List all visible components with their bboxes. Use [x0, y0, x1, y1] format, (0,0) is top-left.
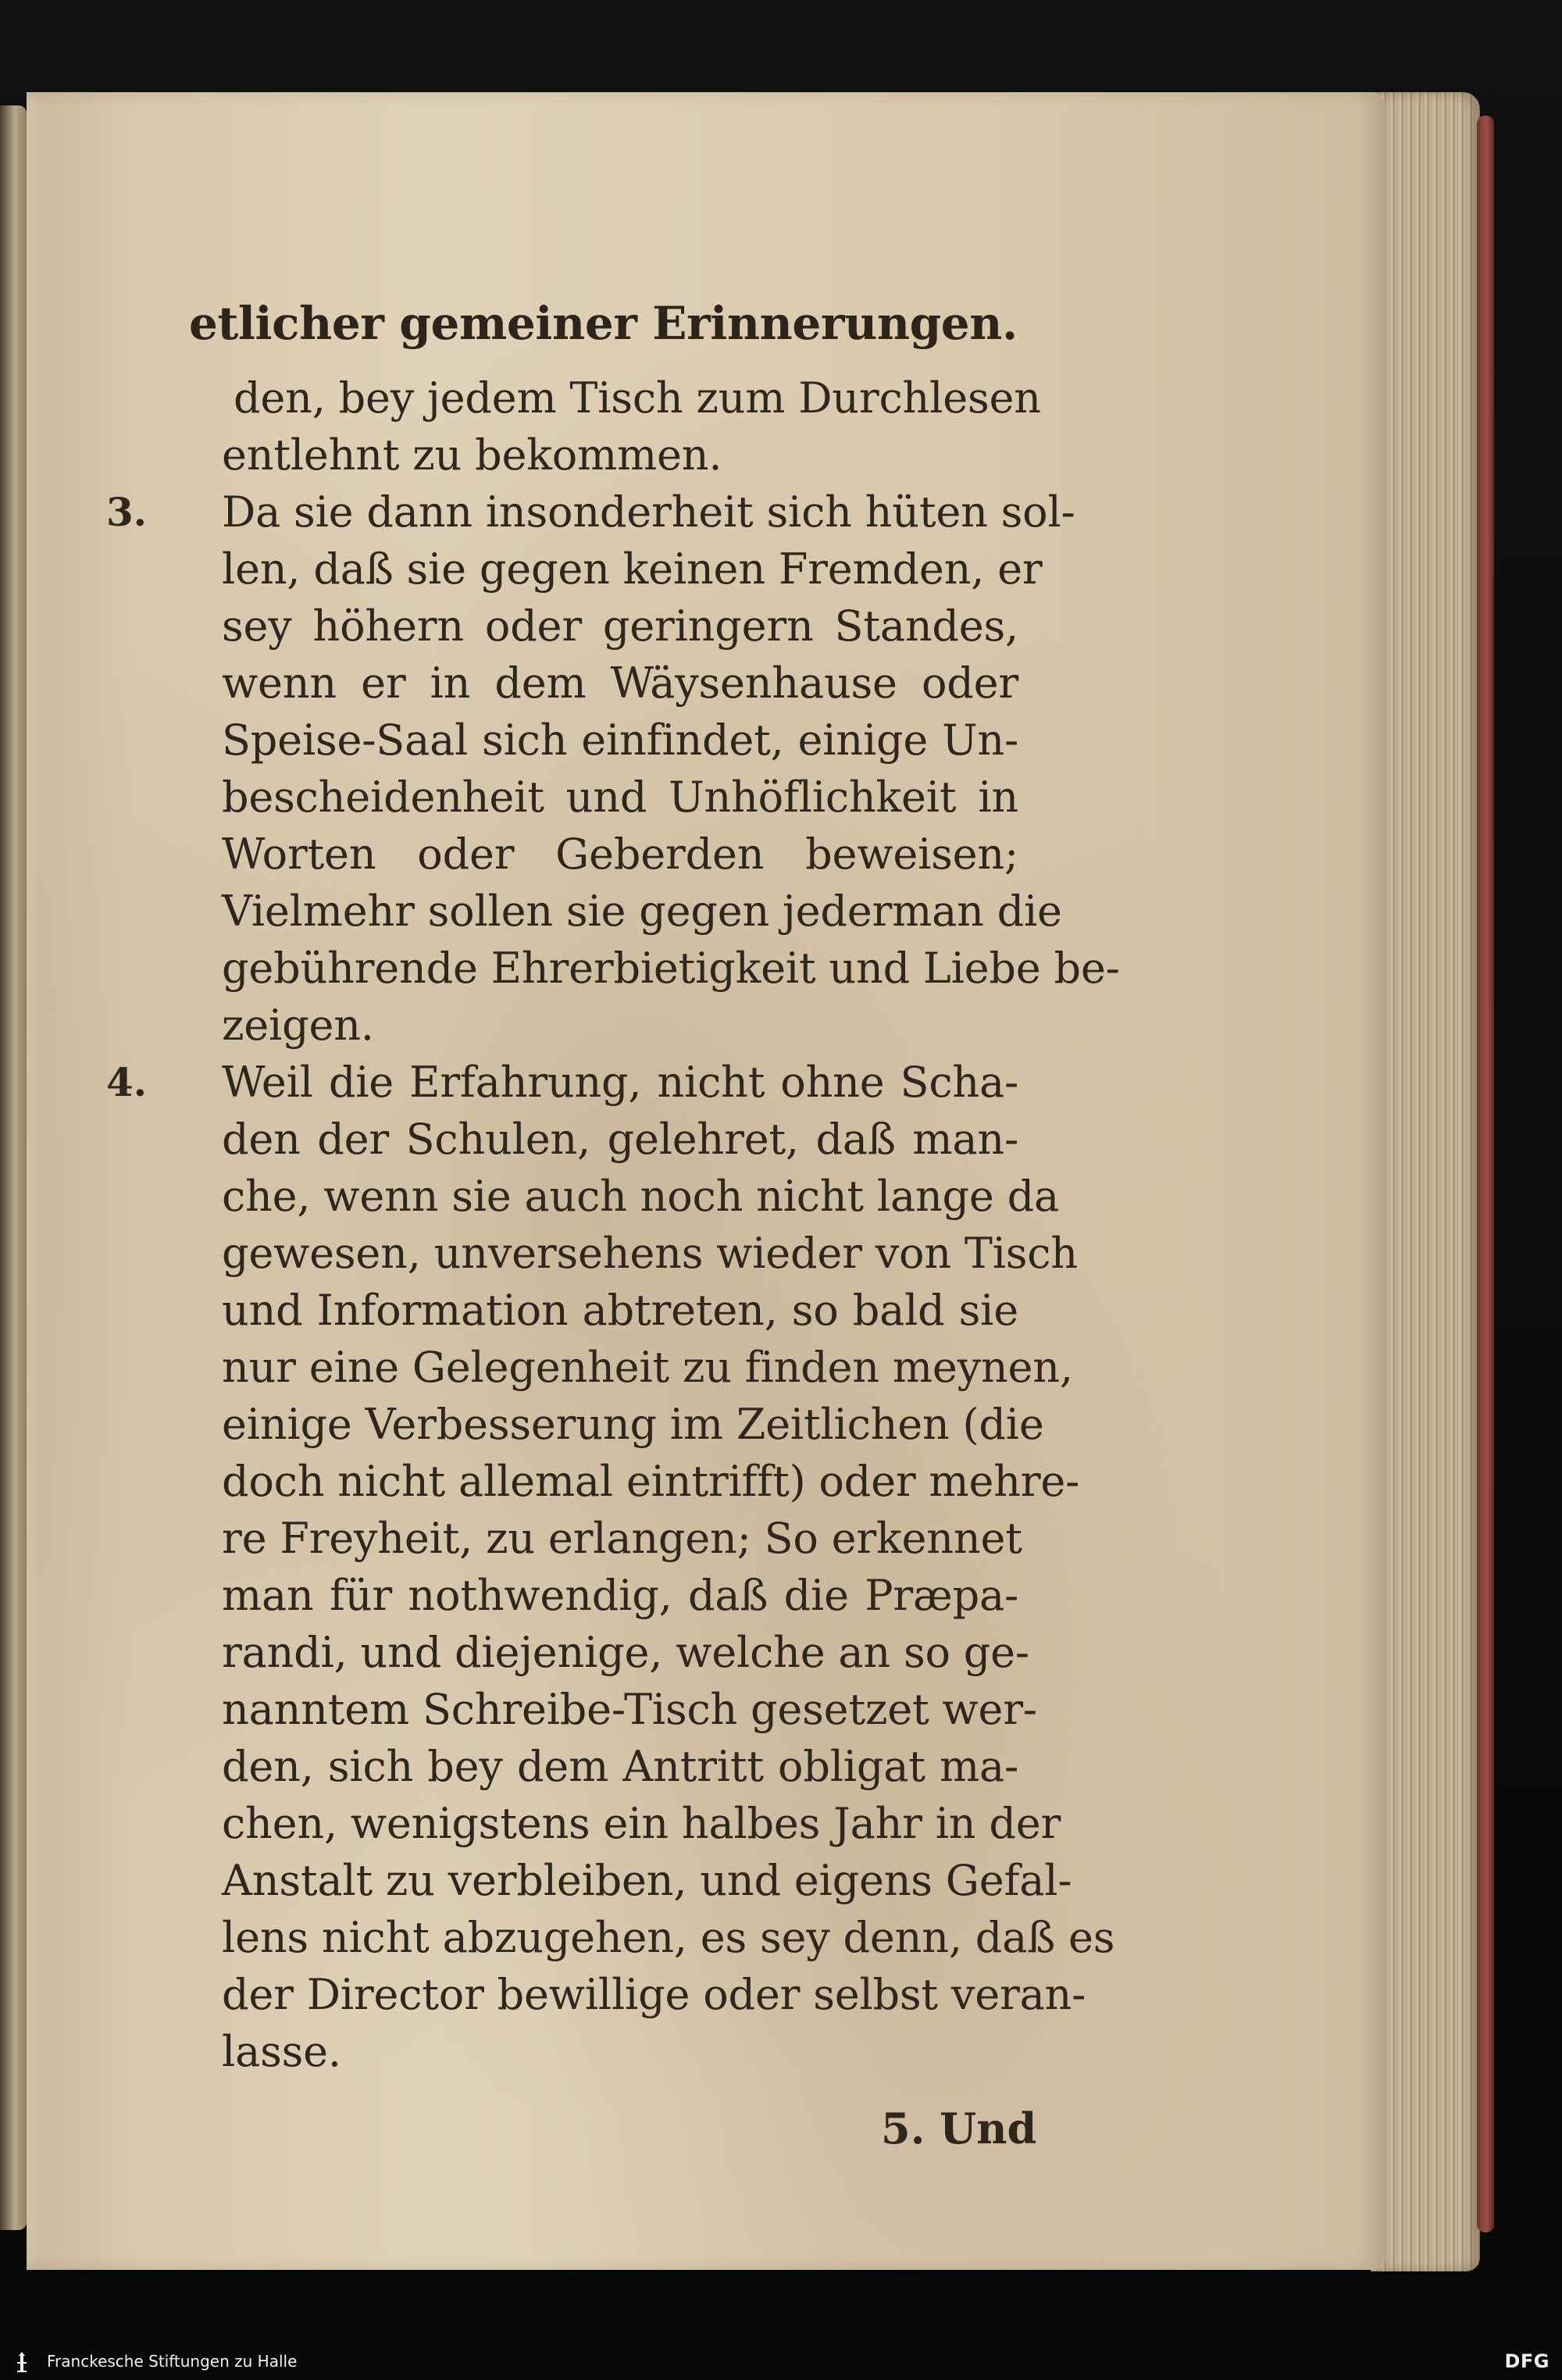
text-line — [152, 655, 1097, 712]
line-text: und Information abtreten, so bald sie — [222, 1286, 1018, 1335]
text-line — [152, 598, 1097, 655]
text-line — [152, 1111, 1097, 1168]
line-text: randi, und diejenige, welche an so ge- — [222, 1628, 1029, 1677]
footer-bar — [0, 2343, 1562, 2380]
text-line — [152, 2023, 1097, 2080]
text-line — [106, 483, 1097, 541]
section-number: 4. — [106, 1059, 147, 1105]
text-line — [152, 1852, 1097, 1909]
book-page — [27, 92, 1385, 2270]
line-text: Speise-Saal sich einfindet, einige Un- — [222, 715, 1018, 765]
line-text: lasse. — [222, 2027, 341, 2076]
dfg-logo: DFG — [1504, 2350, 1550, 2372]
line-text: wenn er in dem Wäysenhause oder — [222, 658, 1018, 708]
catchword: 5. Und — [881, 2103, 1037, 2153]
line-text: entlehnt zu bekommen. — [222, 430, 722, 480]
line-text: Vielmehr sollen sie gegen jederman die — [222, 887, 1062, 936]
line-text: gebührende Ehrerbietigkeit und Liebe be- — [222, 944, 1120, 993]
text-line — [152, 1567, 1097, 1624]
line-text: doch nicht allemal eintrifft) oder mehre- — [222, 1457, 1080, 1506]
line-text: len, daß sie gegen keinen Fremden, er — [222, 544, 1043, 594]
line-text: der Director bewillige oder selbst veran- — [222, 1970, 1086, 2019]
line-text: re Freyheit, zu erlangen; So erkennet — [222, 1514, 1022, 1563]
text-line — [106, 1054, 1097, 1111]
text-line — [152, 1738, 1097, 1795]
text-line — [152, 1396, 1097, 1453]
text-line — [152, 1282, 1097, 1339]
line-text: nanntem Schreibe-Tisch gesetzet wer- — [222, 1685, 1037, 1734]
text-line — [152, 426, 1097, 483]
text-line — [152, 940, 1120, 997]
line-text: Anstalt zu verbleiben, und eigens Gefal- — [222, 1856, 1072, 1905]
line-text: bescheidenheit und Unhöflichkeit in — [222, 773, 1018, 822]
page-text — [106, 369, 1120, 2080]
line-text: einige Verbesserung im Zeitlichen (die — [222, 1400, 1044, 1449]
text-line — [152, 997, 1097, 1054]
line-text: chen, wenigstens ein halbes Jahr in der — [222, 1799, 1061, 1848]
text-line — [152, 883, 1097, 940]
line-text: lens nicht abzugehen, es sey denn, daß es — [222, 1913, 1115, 1962]
institution-logo-icon — [14, 2351, 30, 2373]
text-line — [152, 1624, 1097, 1681]
left-page-edge — [0, 105, 27, 2230]
page-stack — [1371, 92, 1480, 2271]
line-text: zeigen. — [222, 1001, 374, 1050]
text-line — [152, 1453, 1097, 1510]
line-text: nur eine Gelegenheit zu finden meynen, — [222, 1343, 1073, 1392]
line-text: Weil die Erfahrung, nicht ohne Scha- — [222, 1058, 1018, 1107]
institution-name: Franckesche Stiftungen zu Halle — [47, 2352, 298, 2371]
text-line — [152, 1681, 1097, 1738]
line-text: gewesen, unversehens wieder von Tisch — [222, 1229, 1078, 1278]
running-head: etlicher gemeiner Erinnerungen. — [189, 297, 1018, 350]
text-line — [152, 369, 1097, 426]
section-number: 3. — [106, 489, 147, 535]
text-line — [152, 826, 1097, 883]
line-text: sey höhern oder geringern Standes, — [222, 601, 1018, 651]
text-line — [152, 1966, 1097, 2023]
text-line — [152, 1168, 1097, 1225]
text-line — [152, 1510, 1097, 1567]
text-line — [152, 1225, 1097, 1282]
text-line — [152, 1795, 1097, 1852]
text-line — [152, 1339, 1097, 1396]
line-text: den der Schulen, gelehret, daß man- — [222, 1115, 1018, 1164]
text-line — [152, 1909, 1115, 1966]
line-text: den, sich bey dem Antritt obligat ma- — [222, 1742, 1018, 1791]
line-text: Da sie dann insonderheit sich hüten sol- — [222, 487, 1075, 537]
text-line — [152, 769, 1097, 826]
line-text: man für nothwendig, daß die Præpa- — [222, 1571, 1018, 1620]
line-text: Worten oder Geberden beweisen; — [222, 830, 1018, 879]
text-line — [152, 541, 1097, 598]
text-line — [152, 712, 1097, 769]
line-text: den, bey jedem Tisch zum Durchlesen — [234, 373, 1041, 423]
line-text: che, wenn sie auch noch nicht lange da — [222, 1172, 1059, 1221]
